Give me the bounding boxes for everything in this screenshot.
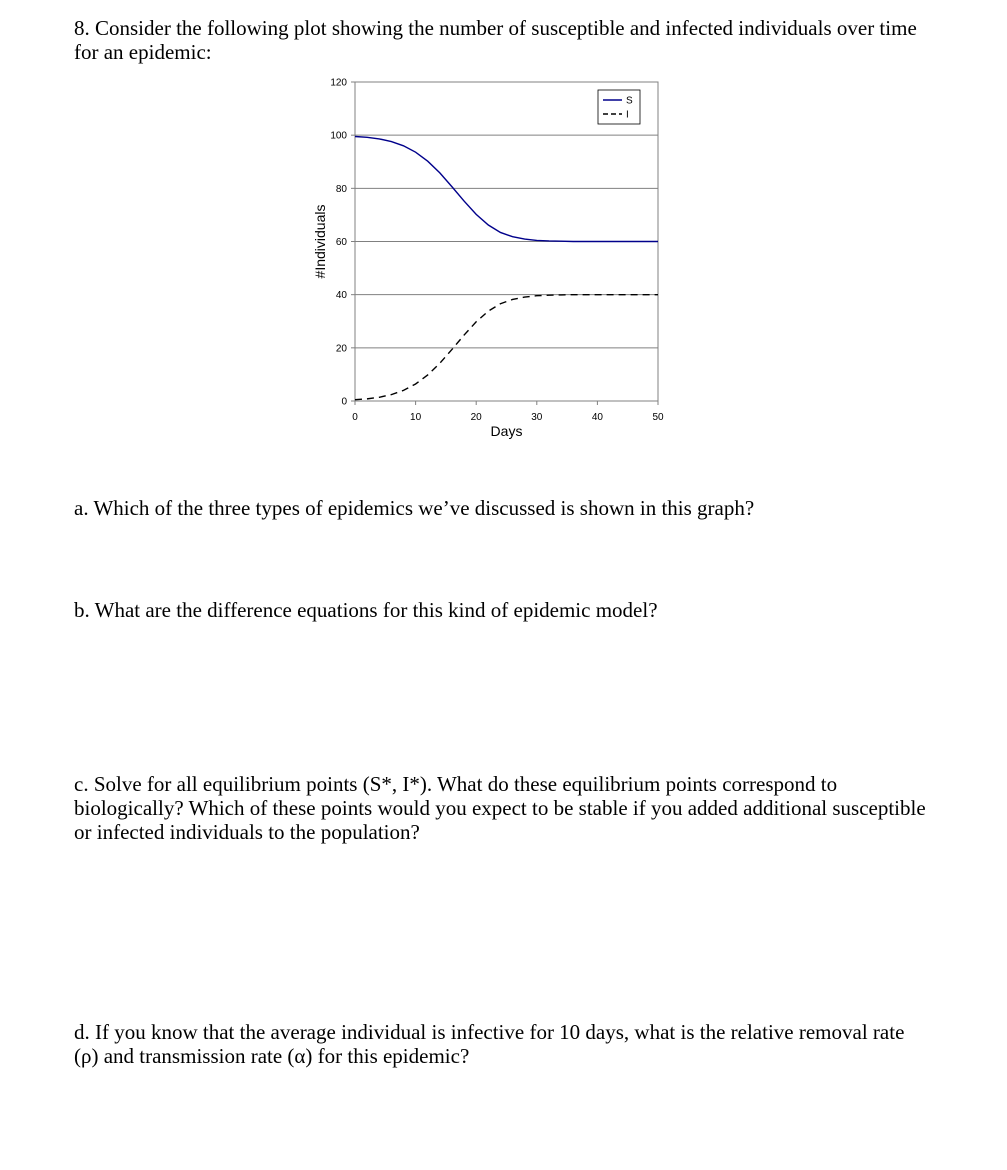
y-tick-label-0: 0 (341, 396, 347, 408)
legend-label-S: S (626, 95, 633, 107)
x-tick-label-20: 20 (470, 412, 482, 423)
y-tick-label-40: 40 (335, 290, 347, 302)
y-tick-label-60: 60 (335, 237, 347, 248)
x-axis-title: Days (490, 423, 523, 439)
question-part-b: b. What are the difference equations for this kind of epidemic model? (74, 598, 658, 622)
epidemic-chart (300, 68, 680, 458)
question-part-d: d. If you know that the average individual is infective for 10 days, what is the relative removal rate (ρ) and transmission rate (α) for this epidemic? (74, 1020, 905, 1068)
y-tick-label-120: 120 (330, 77, 347, 89)
series-line-I (355, 295, 658, 400)
y-tick-label-80: 80 (335, 183, 347, 195)
x-tick-label-50: 50 (652, 412, 664, 423)
legend-label-I: I (626, 109, 629, 121)
legend-box (598, 90, 640, 124)
question-part-a: a. Which of the three types of epidemics we’ve discussed is shown in this graph? (74, 496, 755, 520)
y-tick-label-20: 20 (335, 343, 347, 355)
x-tick-label-10: 10 (410, 412, 422, 423)
y-axis-title: #Individuals (312, 204, 328, 279)
x-tick-label-30: 30 (531, 412, 543, 423)
x-tick-label-0: 0 (352, 412, 358, 423)
series-line-S (355, 137, 658, 242)
x-tick-label-40: 40 (591, 412, 603, 423)
chart-svg (300, 68, 680, 458)
question-intro: 8. Consider the following plot showing the number of susceptible and infected individuals over time for an epidemic: (74, 16, 917, 64)
y-tick-label-100: 100 (330, 130, 347, 142)
question-part-c: c. Solve for all equilibrium points (S*, I*). What do these equilibrium points correspond to biologically? Which of these points would you expect to be stable if you added additional susceptible or infected individuals to the population? (74, 772, 926, 844)
